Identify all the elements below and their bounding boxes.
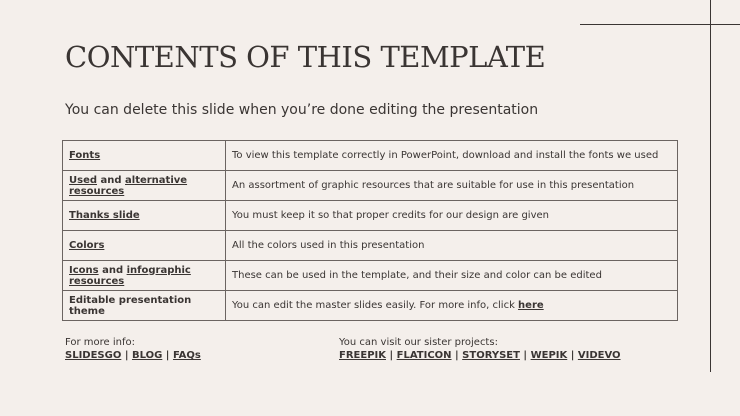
- table-row: [63, 231, 678, 261]
- link-separator: |: [451, 350, 463, 361]
- footer-sister-projects-links: [339, 349, 621, 362]
- row-topic: [63, 141, 226, 171]
- row-description-text: You can edit the master slides easily. For more info, click: [232, 300, 519, 311]
- sister-link-wepik[interactable]: WEPIK: [530, 350, 568, 361]
- footer-sister-projects-label: You can visit our sister projects:: [339, 337, 498, 348]
- row-topic-link[interactable]: Used: [69, 174, 98, 186]
- row-topic-text: Editable presentation theme: [69, 294, 192, 317]
- row-topic: [63, 291, 226, 321]
- table-row: [63, 261, 678, 291]
- row-topic: [63, 201, 226, 231]
- slide-title: CONTENTS OF THIS TEMPLATE: [65, 40, 546, 74]
- row-topic: [63, 171, 226, 201]
- row-description: [226, 141, 678, 171]
- row-topic: [63, 261, 226, 291]
- row-topic-text: and: [98, 264, 127, 276]
- link-separator: |: [162, 350, 173, 361]
- row-topic-text: and: [97, 174, 126, 186]
- row-description-link[interactable]: here: [518, 300, 544, 311]
- decorative-vertical-line: [710, 0, 711, 372]
- slide-subtitle: You can delete this slide when you’re done editing the presentation: [65, 102, 539, 118]
- row-topic-link[interactable]: Icons: [69, 264, 99, 276]
- row-topic: [63, 231, 226, 261]
- table-row: [63, 141, 678, 171]
- row-description: [226, 201, 678, 231]
- row-description-text: An assortment of graphic resources that are suitable for use in this presentation: [232, 180, 635, 191]
- table-row: [63, 201, 678, 231]
- contents-table: [62, 140, 678, 321]
- row-description-text: You must keep it so that proper credits for our design are given: [232, 210, 549, 221]
- row-topic-link[interactable]: infographic resources: [69, 264, 191, 287]
- footer-link-faqs[interactable]: FAQs: [172, 350, 201, 361]
- row-description: [226, 171, 678, 201]
- table-row: [63, 171, 678, 201]
- footer-link-slidesgo[interactable]: SLIDESGO: [65, 350, 122, 361]
- sister-link-flaticon[interactable]: FLATICON: [396, 350, 452, 361]
- footer-sister-projects: [339, 336, 621, 362]
- footer-more-info-links: [65, 349, 201, 362]
- row-description-text: To view this template correctly in PowerPoint, download and install the fonts we used: [232, 150, 659, 161]
- row-description: [226, 231, 678, 261]
- decorative-horizontal-line: [580, 24, 740, 25]
- row-description-text: All the colors used in this presentation: [232, 240, 425, 251]
- row-topic-link[interactable]: alternative resources: [69, 174, 188, 197]
- link-separator: |: [386, 350, 397, 361]
- row-description: [226, 291, 678, 321]
- row-topic-link[interactable]: Colors: [69, 240, 105, 251]
- row-description: [226, 261, 678, 291]
- sister-link-storyset[interactable]: STORYSET: [462, 350, 520, 361]
- sister-link-freepik[interactable]: FREEPIK: [339, 350, 386, 361]
- row-description-text: These can be used in the template, and their size and color can be edited: [232, 270, 602, 281]
- sister-link-videvo[interactable]: VIDEVO: [577, 350, 621, 361]
- footer-link-blog[interactable]: BLOG: [131, 350, 163, 361]
- table-row: [63, 291, 678, 321]
- link-separator: |: [519, 350, 531, 361]
- footer-more-info-label: For more info:: [65, 337, 136, 348]
- footer-more-info: [65, 336, 201, 362]
- row-topic-link[interactable]: Thanks slide: [69, 210, 140, 221]
- row-topic-link[interactable]: Fonts: [69, 150, 101, 161]
- link-separator: |: [121, 350, 132, 361]
- link-separator: |: [567, 350, 578, 361]
